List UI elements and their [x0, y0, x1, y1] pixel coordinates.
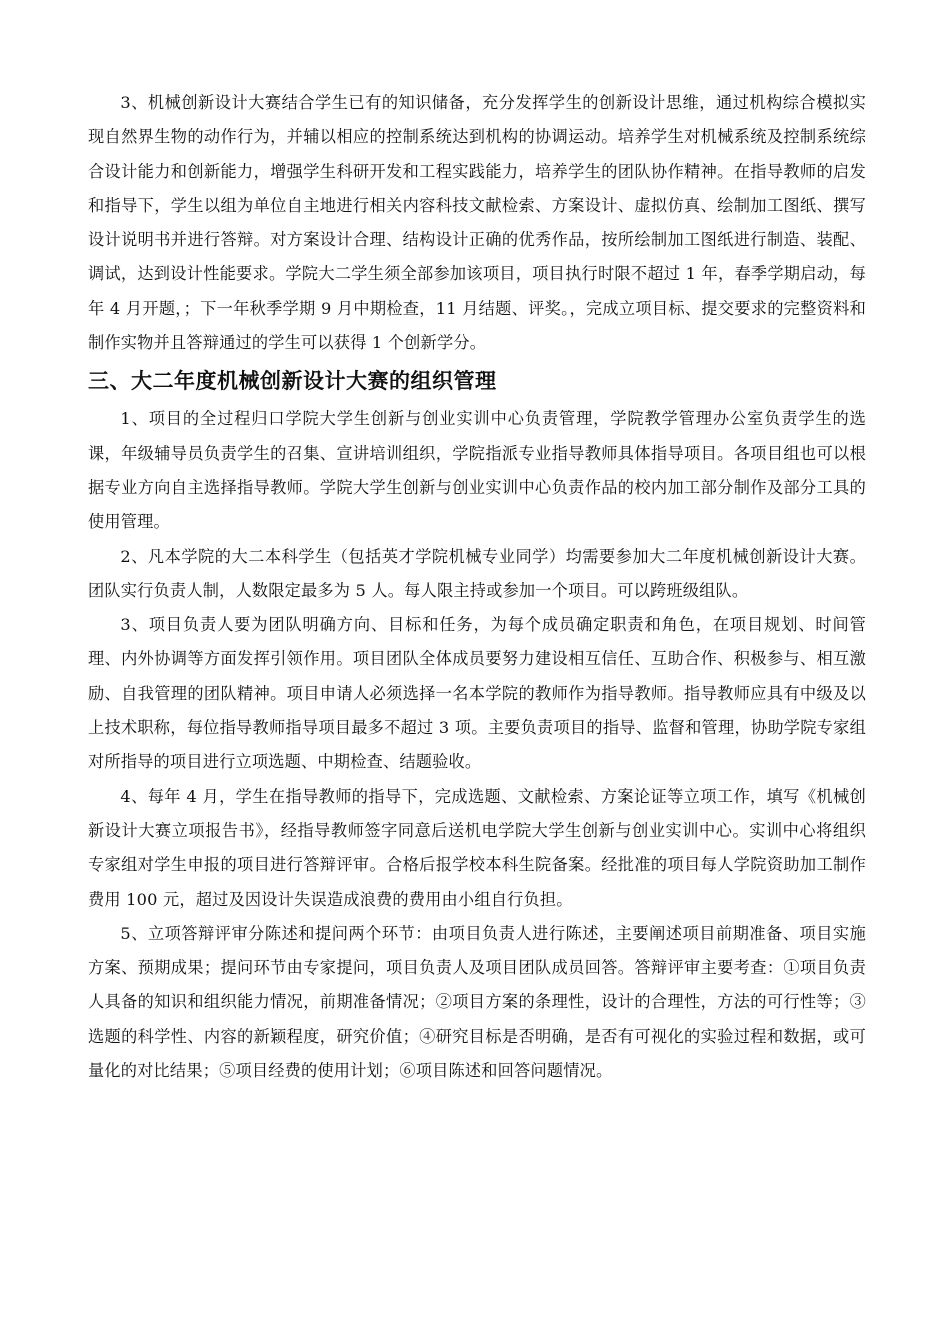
- section-paragraph-5: 5、立项答辩评审分陈述和提问两个环节：由项目负责人进行陈述，主要阐述项目前期准备、项目实施方案、预期成果；提问环节由专家提问，项目负责人及项目团队成员回答。答辩评审主要考查：①项目负责人具备的知识和组织能力情况，前期准备情况；②项目方案的条理性，设计的合理性，方法的可行性等；③选题的科学性、内容的新颖程度，研究价值；④研究目标是否明确，是否有可视化的实验过程和数据，或可量化的对比结果；⑤项目经费的使用计划；⑥项目陈述和回答问题情况。: [88, 923, 866, 1081]
- section-paragraph-1: 1、项目的全过程归口学院大学生创新与创业实训中心负责管理，学院教学管理办公室负责学生的选课，年级辅导员负责学生的召集、宣讲培训组织，学院指派专业指导教师具体指导项目。各项目组也可以根据专业方向自主选择指导教师。学院大学生创新与创业实训中心负责作品的校内加工部分制作及部分工具的使用管理。: [88, 409, 866, 532]
- document-body: [88, 86, 866, 1088]
- intro-paragraph: 3、机械创新设计大赛结合学生已有的知识储备，充分发挥学生的创新设计思维，通过机构综合模拟实现自然界生物的动作行为，并辅以相应的控制系统达到机构的协调运动。培养学生对机械系统及控制系统综合设计能力和创新能力，增强学生科研开发和工程实践能力，培养学生的团队协作精神。在指导教师的启发和指导下，学生以组为单位自主地进行相关内容科技文献检索、方案设计、虚拟仿真、绘制加工图纸、撰写设计说明书并进行答辩。对方案设计合理、结构设计正确的优秀作品，按所绘制加工图纸进行制造、装配、调试，达到设计性能要求。学院大二学生须全部参加该项目，项目执行时限不超过 1 年，春季学期启动，每年 4 月开题，；下一年秋季学期 9 月中期检查，11 月结题、评奖。，完成立项目标、提交要求的完整资料和制作实物并且答辩通过的学生可以获得 1 个创新学分。: [88, 93, 866, 353]
- section-paragraph-4: 4、每年 4 月，学生在指导教师的指导下，完成选题、文献检索、方案论证等立项工作，填写《机械创新设计大赛立项报告书》，经指导教师签字同意后送机电学院大学生创新与创业实训中心。实训中心将组织专家组对学生申报的项目进行答辩评审。合格后报学校本科生院备案。经批准的项目每人学院资助加工制作费用 100 元，超过及因设计失误造成浪费的费用由小组自行负担。: [88, 786, 866, 909]
- section-paragraph-2: 2、凡本学院的大二本科学生（包括英才学院机械专业同学）均需要参加大二年度机械创新设计大赛。团队实行负责人制，人数限定最多为 5 人。每人限主持或参加一个项目。可以跨班级组队。: [88, 546, 866, 600]
- section-paragraph-3: 3、项目负责人要为团队明确方向、目标和任务，为每个成员确定职责和角色，在项目规划、时间管理、内外协调等方面发挥引领作用。项目团队全体成员要努力建设相互信任、互助合作、积极参与、相互激励、自我管理的团队精神。项目申请人必须选择一名本学院的教师作为指导教师。指导教师应具有中级及以上技术职称，每位指导教师指导项目最多不超过 3 项。主要负责项目的指导、监督和管理，协助学院专家组对所指导的项目进行立项选题、中期检查、结题验收。: [88, 615, 866, 772]
- section-heading: 三、大二年度机械创新设计大赛的组织管理: [88, 369, 497, 394]
